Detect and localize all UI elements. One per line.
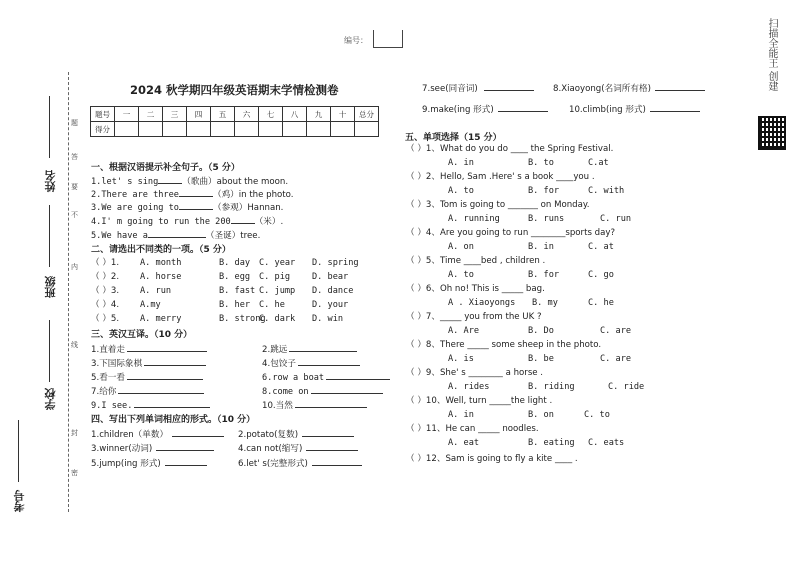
option[interactable]: A. merry	[140, 314, 182, 324]
answer-blank[interactable]	[179, 200, 213, 210]
answer-blank[interactable]	[118, 384, 204, 394]
field-student-id-label: 考号	[13, 490, 26, 512]
exam-title: 2024 秋学期四年级英语期末学情检测卷	[130, 83, 339, 97]
option[interactable]: A. in	[448, 158, 474, 168]
translate-item: 9.I see.	[91, 398, 210, 412]
seal-mark: 线	[71, 341, 78, 349]
score-cell[interactable]	[235, 122, 259, 137]
answer-blank[interactable]	[165, 456, 207, 466]
option[interactable]: C. ride	[608, 382, 645, 392]
translate-item: 4.包饺子	[262, 356, 360, 370]
option[interactable]: C. dark	[259, 314, 296, 324]
option[interactable]: C. are	[600, 354, 632, 364]
score-cell[interactable]	[211, 122, 235, 137]
option[interactable]: A. month	[140, 258, 182, 268]
answer-blank[interactable]	[302, 427, 354, 437]
section4-heading: 四、写出下列单词相应的形式。（10 分）	[91, 415, 256, 425]
score-header-cell: 五	[211, 107, 235, 122]
answer-blank[interactable]	[127, 342, 207, 352]
option[interactable]: A. run	[140, 286, 172, 296]
word-form-item: 9.make(ing 形式)	[422, 102, 548, 116]
option[interactable]: A. rides	[448, 382, 490, 392]
word-form-item: 1.children（单数）	[91, 427, 224, 441]
seal-mark: 答	[71, 153, 78, 161]
seal-mark: 要	[71, 183, 78, 191]
answer-blank[interactable]	[127, 370, 203, 380]
answer-blank[interactable]	[158, 174, 182, 184]
translate-item: 6.row a boat	[262, 370, 390, 384]
option[interactable]: B. for	[528, 186, 560, 196]
number-label: 编号：	[344, 36, 368, 45]
word-form-item: 10.climb(ing 形式)	[569, 102, 700, 116]
answer-blank[interactable]	[231, 214, 255, 224]
mc-question: （ ）11、He can _____ noodles.	[406, 424, 539, 434]
option[interactable]: A. Are	[448, 326, 480, 336]
option[interactable]: D. win	[312, 314, 344, 324]
answer-blank[interactable]	[312, 456, 362, 466]
option[interactable]: A. eat	[448, 438, 480, 448]
qr-code-icon	[758, 116, 786, 150]
translate-item: 2.跳远	[262, 342, 357, 356]
score-header-cell: 四	[187, 107, 211, 122]
section2-item: （ ）2.	[91, 272, 120, 282]
section2-item: （ ）4.	[91, 300, 120, 310]
mc-question: （ ）10、Well, turn _____the light .	[406, 396, 553, 406]
option[interactable]: D. dance	[312, 286, 354, 296]
option[interactable]: C. year	[259, 258, 296, 268]
mc-question: （ ）1、What do you do ____ the Spring Festival.	[406, 144, 614, 154]
option[interactable]: B. fast	[219, 286, 256, 296]
answer-blank[interactable]	[289, 342, 357, 352]
score-cell[interactable]	[355, 122, 379, 137]
translate-item: 10.当然	[262, 398, 367, 412]
option[interactable]: B. her	[219, 300, 251, 310]
answer-blank[interactable]	[306, 441, 358, 451]
mc-question: （ ）5、Time ____bed , children .	[406, 256, 546, 266]
option[interactable]: B. riding	[528, 382, 575, 392]
option[interactable]: C. jump	[259, 286, 296, 296]
option[interactable]: D. bear	[312, 272, 349, 282]
translate-item: 1.直着走	[91, 342, 207, 356]
option[interactable]: B. eating	[528, 438, 575, 448]
option[interactable]: A. is	[448, 354, 474, 364]
section1-item: 4.I' m going to run the 200 （米）.	[91, 214, 283, 228]
translate-item: 3.下国际象棋	[91, 356, 206, 370]
score-cell[interactable]	[259, 122, 283, 137]
option[interactable]: C. to	[584, 410, 610, 420]
option[interactable]: C. with	[588, 186, 625, 196]
option[interactable]: A.my	[140, 300, 161, 310]
section2-item: （ ）5.	[91, 314, 120, 324]
answer-blank[interactable]	[655, 81, 705, 91]
mc-question: （ ）12、Sam is going to fly a kite ____ .	[406, 454, 578, 464]
score-header-cell: 二	[139, 107, 163, 122]
score-cell[interactable]	[115, 122, 139, 137]
answer-blank[interactable]	[298, 356, 360, 366]
score-cell[interactable]	[283, 122, 307, 137]
answer-blank[interactable]	[148, 228, 206, 238]
section2-item: （ ）3.	[91, 286, 120, 296]
answer-blank[interactable]	[134, 398, 210, 408]
field-class-label: 班级	[44, 276, 57, 298]
score-cell[interactable]	[163, 122, 187, 137]
seal-mark: 不	[71, 211, 78, 219]
option[interactable]: D. your	[312, 300, 349, 310]
section1-item: 2.There are three （鸡）in the photo.	[91, 187, 294, 201]
option[interactable]: C. pig	[259, 272, 291, 282]
answer-blank[interactable]	[144, 356, 206, 366]
fold-line	[68, 72, 69, 512]
option[interactable]: B. Do	[528, 326, 554, 336]
answer-blank[interactable]	[156, 441, 214, 451]
section2-heading: 二、请选出不同类的一项。（5 分）	[91, 245, 231, 255]
word-form-item: 5.jump(ing 形式)	[91, 456, 207, 470]
score-table	[90, 106, 379, 137]
score-cell[interactable]	[139, 122, 163, 137]
mc-question: （ ）8、There _____ some sheep in the photo.	[406, 340, 602, 350]
answer-blank[interactable]	[295, 398, 367, 408]
field-school-label: 学校	[44, 388, 57, 410]
word-form-item: 2.potato(复数)	[238, 427, 354, 441]
option[interactable]: B. to	[528, 158, 554, 168]
score-header-cell: 八	[283, 107, 307, 122]
section2-item: （ ）1.	[91, 258, 120, 268]
field-name-line[interactable]	[49, 96, 50, 158]
score-header-cell: 三	[163, 107, 187, 122]
option[interactable]: C. at	[588, 242, 614, 252]
score-row-label: 得分	[91, 122, 115, 137]
option[interactable]: B. day	[219, 258, 251, 268]
section1-item: 1.let' s sing （歌曲）about the moon.	[91, 174, 288, 188]
field-name-label: 姓名	[44, 170, 57, 192]
section1-item: 3.We are going to （参观）Hannan.	[91, 200, 283, 214]
field-student-id-line[interactable]	[18, 420, 19, 482]
word-form-item: 6.let' s(完整形式)	[238, 456, 362, 470]
answer-blank[interactable]	[172, 427, 224, 437]
seal-mark: 封	[71, 429, 78, 437]
field-class-line[interactable]	[49, 205, 50, 267]
mc-question: （ ）2、Hello, Sam .Here' s a book ____you .	[406, 172, 595, 182]
answer-blank[interactable]	[650, 102, 700, 112]
score-header-cell: 九	[307, 107, 331, 122]
word-form-item: 8.Xiaoyong(名词所有格)	[553, 81, 705, 95]
option[interactable]: B. strong	[219, 314, 266, 324]
score-header-cell: 七	[259, 107, 283, 122]
option[interactable]: A. in	[448, 410, 474, 420]
mc-question: （ ）4、Are you going to run ________sports day?	[406, 228, 616, 238]
option[interactable]: B. egg	[219, 272, 251, 282]
option[interactable]: B. my	[532, 298, 558, 308]
mc-question: （ ）7、_____ you from the UK ?	[406, 312, 542, 322]
option[interactable]: A. horse	[140, 272, 182, 282]
mc-question: （ ）3、Tom is going to _______ on Monday.	[406, 200, 590, 210]
seal-mark: 内	[71, 263, 78, 271]
section5-heading: 五、单项选择（15 分）	[405, 133, 502, 143]
option[interactable]: B. be	[528, 354, 554, 364]
option[interactable]: B. for	[528, 270, 560, 280]
answer-blank[interactable]	[484, 81, 534, 91]
section1-item: 5.We have a （圣诞）tree.	[91, 228, 260, 242]
word-form-item: 3.winner(动词)	[91, 441, 214, 455]
option[interactable]: A. on	[448, 242, 474, 252]
score-cell[interactable]	[187, 122, 211, 137]
score-cell[interactable]	[307, 122, 331, 137]
option[interactable]: C. he	[259, 300, 285, 310]
score-header-cell: 题号	[91, 107, 115, 122]
translate-item: 7.给你	[91, 384, 204, 398]
option[interactable]: A. running	[448, 214, 500, 224]
option[interactable]: C. run	[600, 214, 632, 224]
score-table-score-row	[91, 122, 379, 137]
answer-blank[interactable]	[326, 370, 390, 380]
scanner-watermark: 扫描全能王 创建	[766, 18, 777, 92]
mc-question: （ ）9、She' s ________ a horse .	[406, 368, 544, 378]
seal-mark: 密	[71, 469, 78, 477]
option[interactable]: C. eats	[588, 438, 625, 448]
translate-item: 5.看一看	[91, 370, 203, 384]
answer-blank[interactable]	[179, 187, 213, 197]
option[interactable]: C. are	[600, 326, 632, 336]
score-cell[interactable]	[331, 122, 355, 137]
option[interactable]: A. to	[448, 270, 474, 280]
field-school-line[interactable]	[49, 320, 50, 382]
score-header-cell: 总分	[355, 107, 379, 122]
option[interactable]: B. runs	[528, 214, 565, 224]
option[interactable]: D. spring	[312, 258, 359, 268]
option[interactable]: B. on	[528, 410, 554, 420]
option[interactable]: A. to	[448, 186, 474, 196]
word-form-item: 7.see(同音词)	[422, 81, 534, 95]
mc-question: （ ）6、Oh no! This is _____ bag.	[406, 284, 545, 294]
seal-mark: 题	[71, 119, 78, 127]
option[interactable]: A . Xiaoyongs	[448, 298, 516, 308]
score-table-header-row	[91, 107, 379, 122]
section3-heading: 三、英汉互译。（10 分）	[91, 330, 193, 340]
translate-item: 8.come on	[262, 384, 383, 398]
score-header-cell: 六	[235, 107, 259, 122]
answer-blank[interactable]	[311, 384, 383, 394]
option[interactable]: B. in	[528, 242, 554, 252]
section1-heading: 一、根据汉语提示补全句子。（5 分）	[91, 163, 240, 173]
score-header-cell: 一	[115, 107, 139, 122]
score-header-cell: 十	[331, 107, 355, 122]
word-form-item: 4.can not(缩写)	[238, 441, 358, 455]
option[interactable]: C. he	[588, 298, 614, 308]
option[interactable]: C. go	[588, 270, 614, 280]
option[interactable]: C.at	[588, 158, 609, 168]
number-box[interactable]	[373, 30, 403, 48]
answer-blank[interactable]	[498, 102, 548, 112]
